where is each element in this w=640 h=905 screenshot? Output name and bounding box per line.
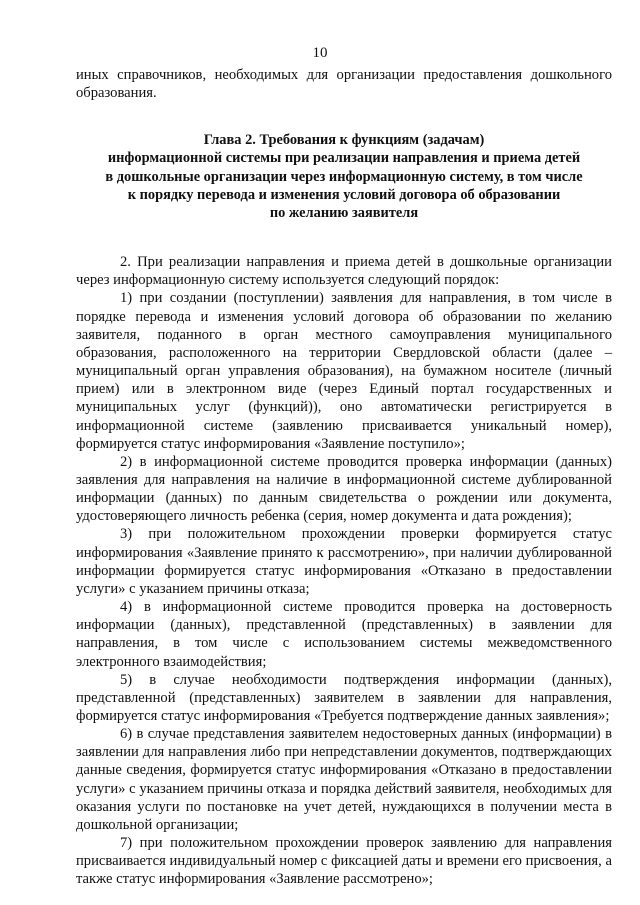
document-body bbox=[76, 66, 612, 889]
list-item-6: 6) в случае представления заявителем недостоверных данных (информации) в заявлении для направления либо при непредставлении документов, подтверждающих данные сведения, формируется статус информирования «Отказано в предоставлении услуги» с указанием причины отказа и порядка действий заявителя, необходимых для оказания услуги по постановке на учет детей, нуждающихся в получении места в дошкольной организации; bbox=[76, 726, 612, 833]
list-item-3: 3) при положительном прохождении проверки формируется статус информирования «Заявление принято к рассмотрению», при наличии дублированной информации формируется статус информирования «Отказано в предоставлении услуги» с указанием причины отказа; bbox=[76, 526, 612, 597]
page-number: 10 bbox=[312, 45, 328, 61]
chapter-title-line: в дошкольные организации через информационную систему, в том числе bbox=[105, 168, 583, 185]
list-item-7: 7) при положительном прохождении проверок заявлению для направления присваивается индивидуальный номер с фиксацией даты и времени его присвоения, а также статус информирования «Заявление рассмотрено»; bbox=[76, 835, 612, 888]
chapter-title-line: информационной системы при реализации направления и приема детей bbox=[107, 150, 581, 167]
list-item-2: 2) в информационной системе проводится проверка информации (данных) заявления для направления на наличие в информационной системе дублированной информации (данных) по данным свидетельства о рождении или документа, удостоверяющего личность ребенка (серия, номер документа и дата рождения); bbox=[76, 453, 612, 525]
chapter-title bbox=[76, 131, 612, 222]
list-item-5: 5) в случае необходимости подтверждения информации (данных), представленной (представленных) заявителем в заявлении для направления, формируется статус информирования «Требуется подтверждение данных заявления»; bbox=[76, 671, 612, 724]
list-item-1: 1) при создании (поступлении) заявления для направления, в том числе в порядке перевода и изменения условий договора об образовании по желанию заявителя, поданного в орган местного самоуправления муниципального образования, расположенного на территории Свердловской области (далее – муниципальный орган управления образования), на бумажном носителе (личный прием) или в электронном виде (через Единый портал государственных и муниципальных услуг (функций)), оно автоматически регистрируется в информационной системе (заявлению присваивается уникальный номер), формируется статус информирования «Заявление поступило»; bbox=[76, 290, 612, 452]
chapter-title-line: по желанию заявителя bbox=[269, 204, 419, 221]
paragraph-2: 2. При реализации направления и приема детей в дошкольные организации через информационную систему используется следующий порядок: bbox=[76, 254, 612, 289]
list-item-4: 4) в информационной системе проводится проверка на достоверность информации (данных), представленной (представленных) в заявлении для направления, в том числе с использованием системы межведомственного электронного взаимодействия; bbox=[76, 599, 612, 670]
chapter-title-line: к порядку перевода и изменения условий договора об образовании bbox=[127, 186, 561, 203]
intro-text: иных справочников, необходимых для организации предоставления дошкольного образования. bbox=[76, 67, 612, 102]
chapter-title-line: Глава 2. Требования к функциям (задачам) bbox=[203, 132, 485, 149]
